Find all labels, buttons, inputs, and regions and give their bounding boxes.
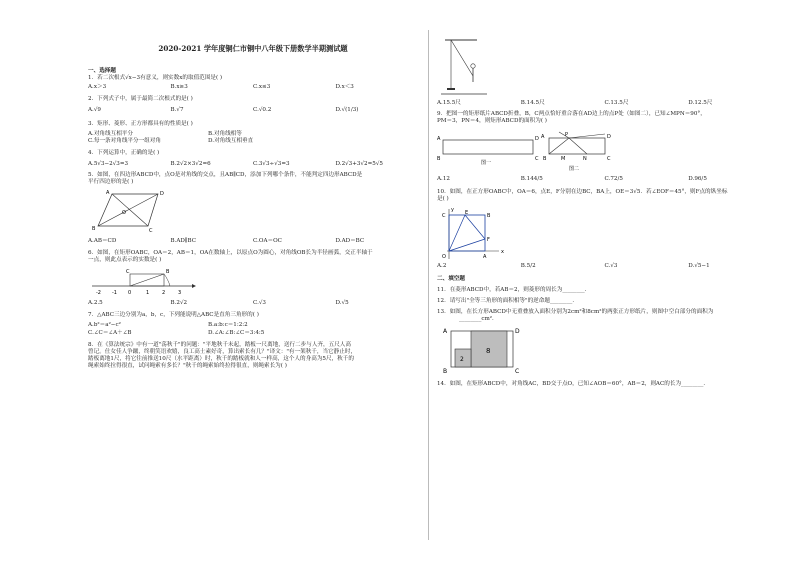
option: D.96/5 [688,175,707,182]
option: A.2.5 [88,300,103,307]
label-a: A [541,133,545,140]
question-6: 6．如图，在矩形OABC，OA＝2，AB＝1，OA在数轴上，以原点O为圆心，对角线OB长为半径画弧，交正半轴于 [88,249,373,256]
question-1: 1．若二次根式√x−3有意义，则实数x的取值范围是( ) [88,75,223,82]
tick-minus-1: -1 [112,290,117,297]
label-f: F [487,237,490,244]
option: D.√5−1 [688,263,710,270]
option: A.12 [437,175,450,182]
option: B.144/5 [520,175,543,182]
rectangle-squares-figure [441,325,531,377]
fold-figures [437,128,637,174]
page-title: 2020-2021 学年度铜仁市铜中八年级下册数学半期测试题 [158,44,348,53]
option: C.72/5 [604,175,623,182]
option: A.对角线互相平分 [88,131,133,138]
label-d: D [607,133,611,140]
question-3-options [88,131,328,145]
option: C.每一条对角线平分一组对角 [88,138,161,145]
question-5: 5．如图，在四边形ABCD中，点O是对角线的交点，且AB∥CD，添加下列哪个条件，不能判定四边形ABCD是 [88,172,363,179]
question-9: 9．把图一的矩形纸片ABCD折叠，B，C两点恰好重合落在AD边上的点P处（如图二），已知∠MPN＝90°， [437,111,706,118]
label-b: B [92,226,96,233]
figure-two-caption: 图二 [569,165,580,172]
question-6-cont: 一点，则此点表示的实数是( ) [88,256,162,263]
label-y: y [451,207,454,214]
section-fill-heading: 二、填空题 [437,276,465,283]
label-d: D [535,135,539,142]
square-coordinate-figure [439,205,509,261]
option: B.2√2×3√2=6 [170,160,211,167]
label-e: E [465,210,469,217]
label-d: D [160,191,164,198]
option: A.x＞3 [88,84,107,91]
option: A.b²＝a²−c² [88,322,121,329]
question-8-line-4: 绳索始终拉得很直，试问绳索有多长？"秋千的绳索始终拉得很直，则绳索长为( ) [88,363,287,370]
square-8-label: 8 [486,347,491,356]
option: B.5/2 [520,263,536,270]
option: D.√5 [335,300,349,307]
question-7: 7．△ABC三边分别为a，b，c，下列能说明△ABC是直角三角形的( ) [88,312,259,319]
option: D.2√3+3√2=5√5 [335,160,383,167]
label-c: C [442,213,446,220]
label-d: D [515,328,520,336]
question-7-options [88,322,328,336]
option: A.AB＝CD [88,238,117,245]
tick-one: 1 [146,290,150,297]
label-a: A [483,254,487,261]
option: C.√3 [253,300,266,307]
option: C.√3 [604,263,618,270]
option: A.5√3−2√3=3 [88,160,129,167]
square-2-label: 2 [460,356,464,364]
question-9-cont: PM＝3，PN＝4，则矩形ABCD的面积为( ) [437,118,547,125]
label-a: A [437,135,441,142]
label-n: N [583,155,587,162]
label-o: O [122,210,126,217]
question-13: 13．如图，在长方形ABCD中无重叠放入面积分别为2cm²和8cm²的两张正方形纸片，则图中空白部分的面积为 [437,309,714,316]
label-b: B [543,155,547,162]
left-column [88,36,418,371]
label-c: C [126,269,130,276]
question-13-cont: ________cm²． [459,316,498,323]
label-a: A [443,328,448,336]
question-8-line-1: 8．在《算法统宗》中有一道"荡秋千"的问题："平地秋千未起，踏板一尺离地，送行二步与人齐，五尺人高 [88,341,351,348]
option: D.对角线互相垂直 [208,138,254,145]
label-m: M [561,155,566,162]
label-c: C [149,228,153,235]
number-line-figure [88,266,198,298]
parallelogram-figure [90,188,180,236]
option: D.√(1/3) [335,106,359,113]
option: C.∠C＝∠A＋∠B [88,329,132,336]
tick-two: 2 [162,290,166,297]
question-8-line-2: 曾记。仕女佳人争蹴，终朝笑语欢嬉，良工高士素好奇，算出索长有几？"译文："有一架秋千，当它静止时， [88,349,357,356]
label-b: B [437,155,441,162]
option: C.√0.2 [253,106,272,113]
question-5-options [88,238,418,245]
question-1-options [88,84,418,91]
label-a: A [106,190,110,197]
swing-figure [437,36,497,98]
question-3: 3．矩形、菱形、正方形都具有的性质是( ) [88,121,193,128]
tick-minus-2: -2 [96,290,101,297]
option: C.OA＝OC [253,238,282,245]
option: C.x≤3 [253,84,271,91]
option: B.对角线相等 [208,131,242,138]
option: B.14.5尺 [520,100,545,106]
question-10: 10．如图，在正方形OABC中，OA＝6，点E，F分别在边BC，BA上，OE＝3√5．若∠EOF＝45°，则F点的纵坐标 [437,188,728,195]
option: A.15.5尺 [437,100,461,106]
section-choice-heading: 一、选择题 [88,68,116,74]
option: B.a:b:c＝1:2:2 [208,322,248,329]
question-4: 4．下列运算中，正确的是( ) [88,149,160,156]
question-8-line-3: 踏板离地1尺，将它往前推送10尺（水平距离）时，秋千的踏板就和人一样高，这个人的身高为5尺，秋千的 [88,356,354,363]
label-b: B [166,269,170,276]
question-11: 11．在菱形ABCD中，若AB＝2，则菱形的周长为________． [437,286,591,293]
tick-zero: 0 [128,290,132,297]
tick-three: 3 [178,290,182,297]
option: B.√7 [170,106,184,113]
right-column [437,36,772,389]
option: D.12.5尺 [688,100,713,106]
label-o: O [442,254,446,261]
label-c: C [535,155,539,162]
label-p: P [565,131,569,138]
option: B.AD∥BC [170,238,196,245]
option: D.AD＝BC [335,238,365,245]
option: D.∠A:∠B:∠C＝3:4:5 [208,329,265,336]
option: B.x≥3 [170,84,188,91]
label-c: C [515,368,520,376]
question-5-cont: 平行四边形的是( ) [88,179,134,186]
question-14: 14．如图，在矩形ABCD中，对角线AC，BD交于点O，已知∠AOB＝60°，AB＝2，则AC的长为________． [437,381,710,388]
question-9-options [437,176,772,183]
option: A.2 [437,263,447,270]
option: D.x＜3 [335,84,354,91]
question-10-cont: 是( ) [437,196,449,203]
option: C.13.5尺 [604,100,629,106]
question-4-options [88,161,418,168]
question-12: 12．请写出"全等三角形的面积相等"的逆命题________． [437,297,578,304]
question-2-options [88,107,418,114]
label-c: C [607,155,611,162]
question-6-options [88,300,418,307]
question-10-options [437,263,772,270]
column-divider [428,30,429,540]
label-x: x [501,249,504,256]
label-b: B [443,368,448,376]
option: B.2√2 [170,300,188,307]
label-b: B [487,213,491,220]
option: A.√9 [88,106,101,113]
figure-one-caption: 图一 [481,159,492,166]
question-8-options [437,100,772,107]
question-2: 2．下列式子中，属于最简二次根式的是( ) [88,95,193,102]
option: C.3√3÷√3=3 [253,160,290,167]
